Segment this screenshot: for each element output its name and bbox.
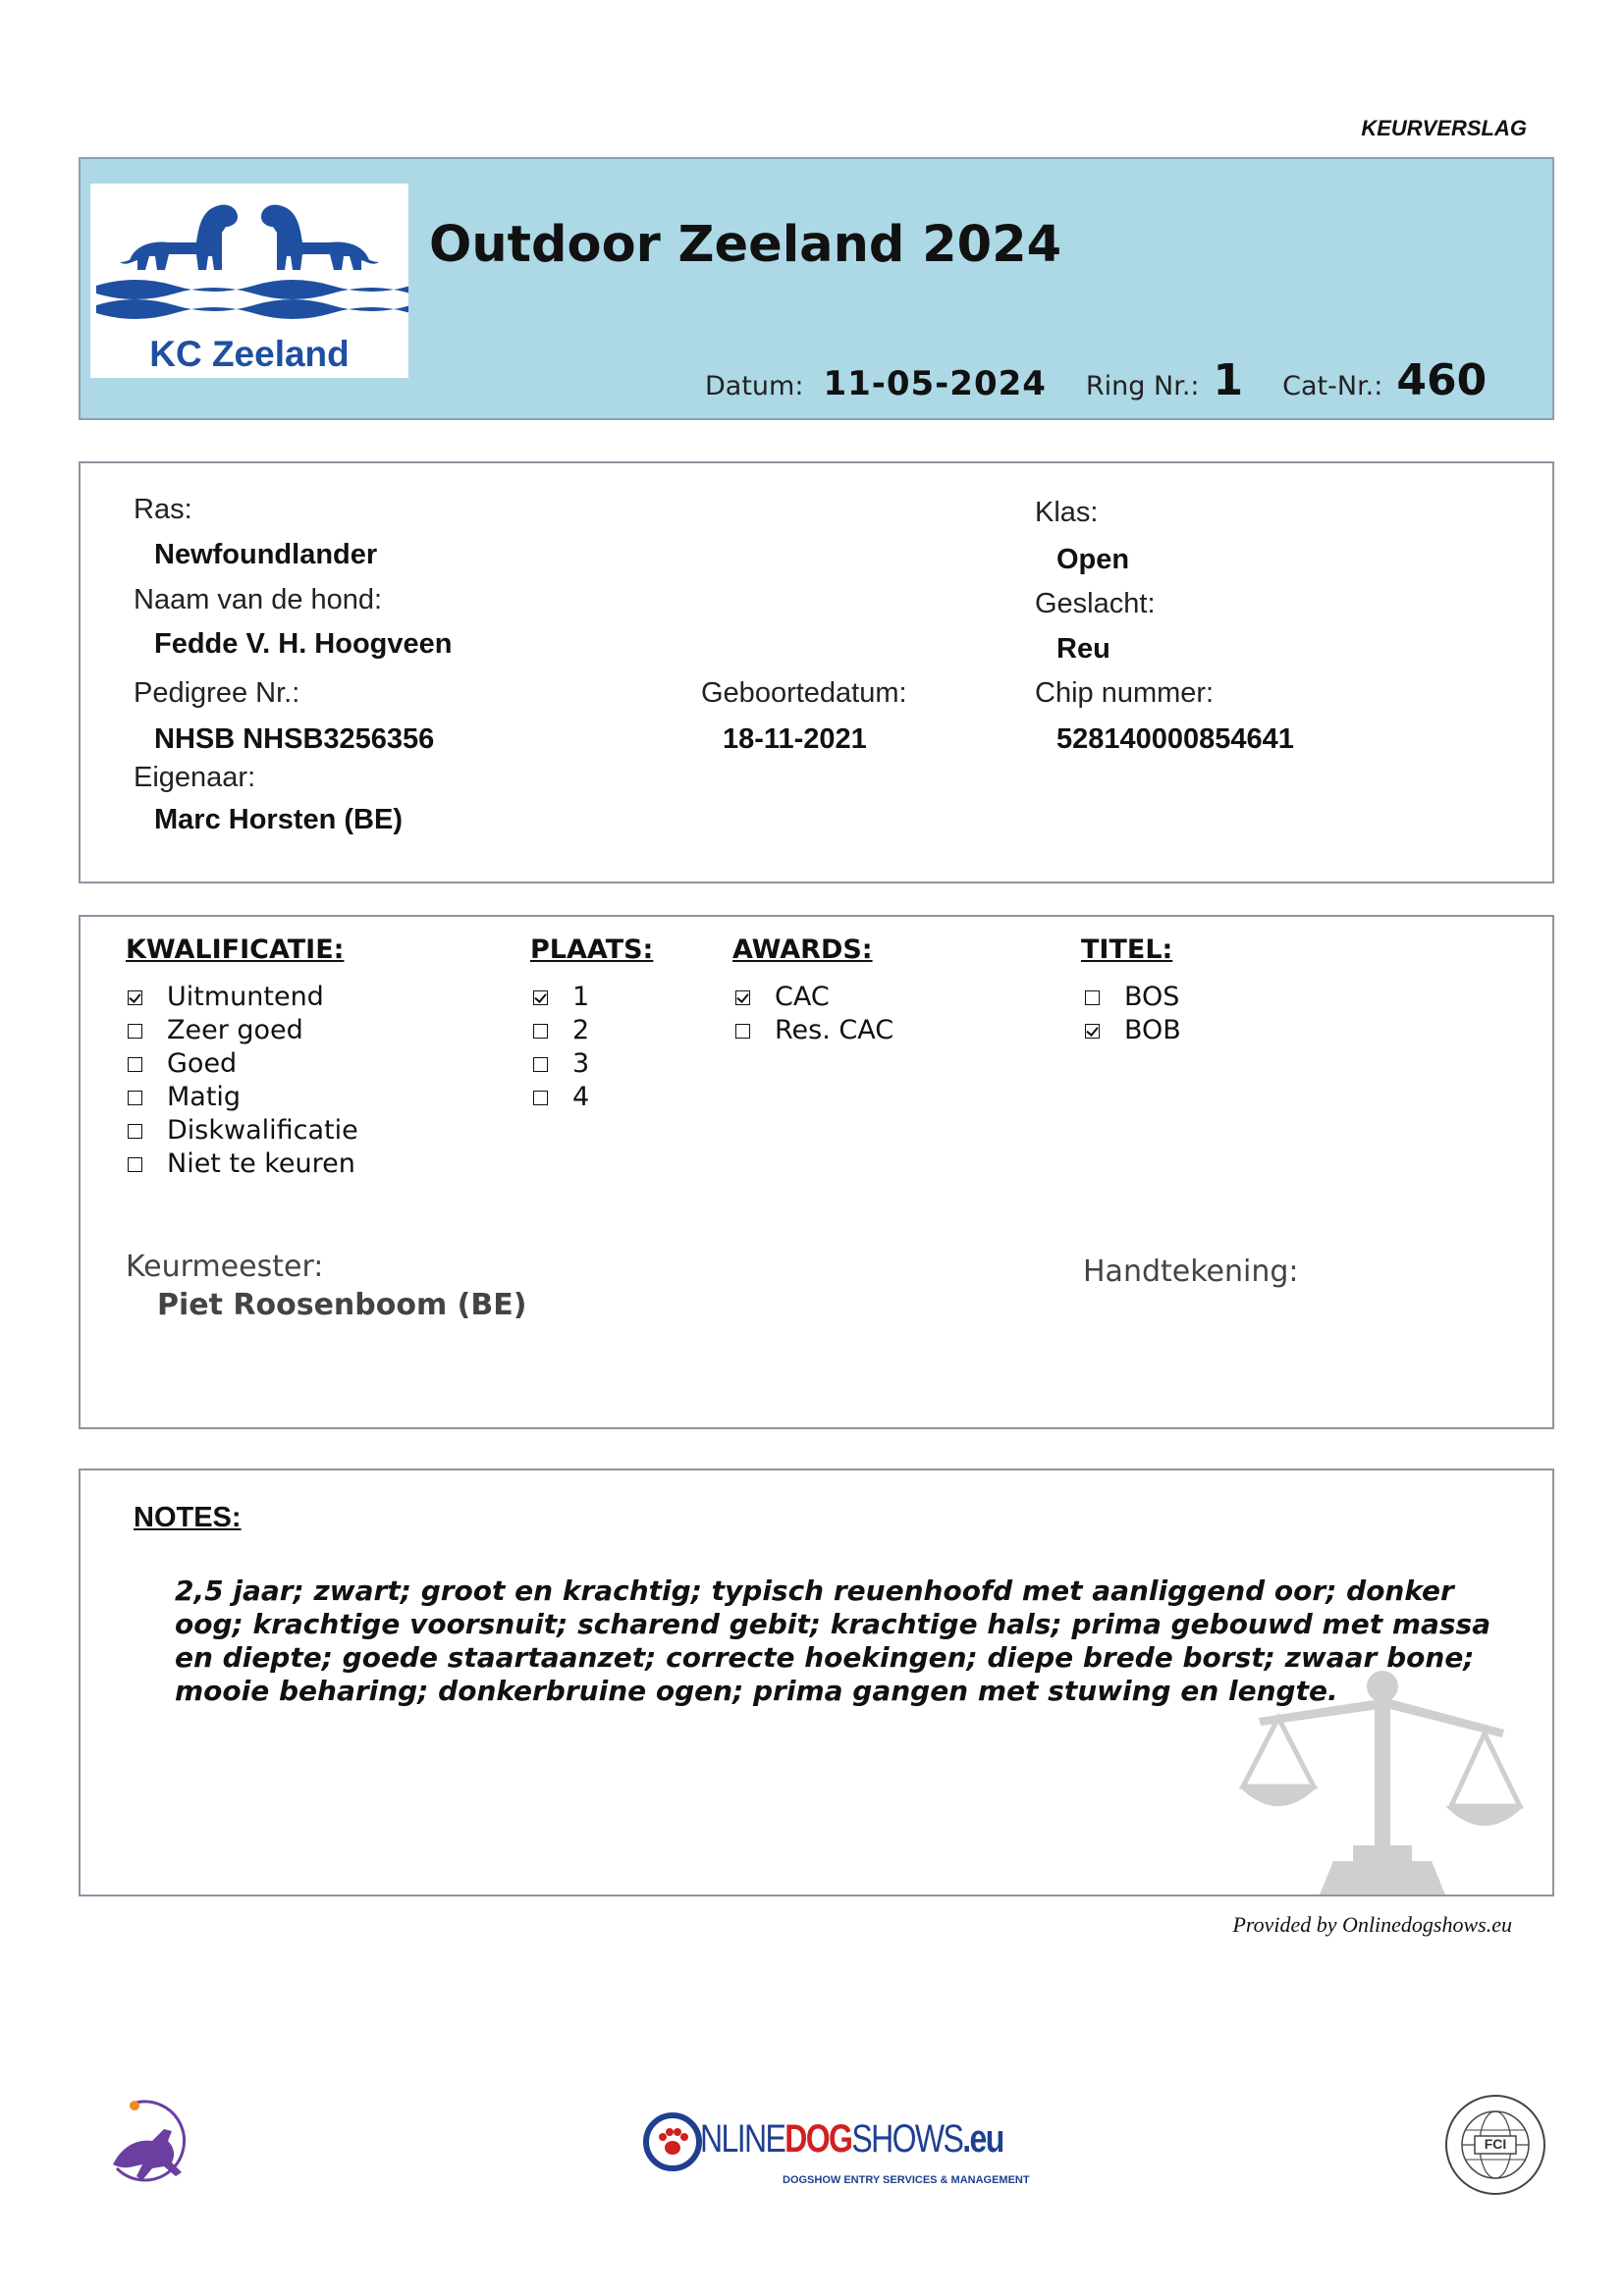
placement-option[interactable]: 4 xyxy=(533,1081,589,1114)
date-value: 11-05-2024 xyxy=(823,364,1047,403)
checkbox-icon[interactable] xyxy=(128,1157,142,1172)
checkbox-icon[interactable] xyxy=(533,1024,548,1039)
dog-name-value: Fedde V. H. Hoogveen xyxy=(154,628,453,660)
signature-label: Handtekening: xyxy=(1083,1255,1299,1289)
judge-notes xyxy=(175,1575,1510,1708)
checkbox-icon[interactable] xyxy=(128,1091,142,1105)
checkbox-checked-icon[interactable] xyxy=(735,990,750,1005)
pedigree-label: Pedigree Nr.: xyxy=(134,677,300,709)
show-meta-row xyxy=(705,355,1520,414)
awards-heading: AWARDS: xyxy=(732,934,873,965)
judge-name: Piet Roosenboom (BE) xyxy=(157,1288,527,1322)
pedigree-value: NHSB NHSB3256356 xyxy=(154,723,435,755)
owner-label: Eigenaar: xyxy=(134,762,256,793)
qualification-option[interactable]: Uitmuntend xyxy=(128,981,358,1014)
onlinedogshows-wordmark: NLINEDOGSHOWS.eu xyxy=(700,2117,1003,2161)
provided-by: Provided by Onlinedogshows.eu xyxy=(1232,1912,1512,1937)
checkbox-icon[interactable] xyxy=(735,1024,750,1039)
sex-label: Geslacht: xyxy=(1035,588,1156,619)
checkbox-icon[interactable] xyxy=(128,1124,142,1139)
onlinedogshows-tagline: DOGSHOW ENTRY SERVICES & MANAGEMENT xyxy=(783,2174,1030,2186)
fci-text: FCI xyxy=(1484,2136,1507,2152)
qualification-options xyxy=(128,981,358,1181)
placement-option[interactable]: 2 xyxy=(533,1014,589,1047)
birthdate-value: 18-11-2021 xyxy=(723,723,867,755)
qualification-option[interactable]: Goed xyxy=(128,1047,358,1081)
placement-options xyxy=(533,981,589,1114)
award-option[interactable]: CAC xyxy=(735,981,893,1014)
qualification-option[interactable]: Niet te keuren xyxy=(128,1148,358,1181)
placement-option[interactable]: 3 xyxy=(533,1047,589,1081)
checkbox-icon[interactable] xyxy=(128,1024,142,1039)
breed-label: Ras: xyxy=(134,494,192,525)
birthdate-label: Geboortedatum: xyxy=(701,677,907,709)
jumping-dog-icon xyxy=(103,2096,196,2189)
note-line: en diepte; goede staartaanzet; correcte hoekingen; diepe brede borst; zwaar bone; xyxy=(175,1641,1475,1674)
title-option[interactable]: BOS xyxy=(1085,981,1181,1014)
checkbox-checked-icon[interactable] xyxy=(533,990,548,1005)
checkbox-icon[interactable] xyxy=(1085,990,1100,1005)
document-type: KEURVERSLAG xyxy=(1361,116,1527,140)
class-value: Open xyxy=(1056,544,1130,575)
class-label: Klas: xyxy=(1035,497,1099,528)
awards-options xyxy=(735,981,893,1047)
owner-value: Marc Horsten (BE) xyxy=(154,804,403,835)
checkbox-checked-icon[interactable] xyxy=(1085,1024,1100,1039)
sex-value: Reu xyxy=(1056,633,1110,665)
qualification-heading: KWALIFICATIE: xyxy=(126,934,345,965)
qualification-option[interactable]: Matig xyxy=(128,1081,358,1114)
chip-label: Chip nummer: xyxy=(1035,677,1215,709)
show-title: Outdoor Zeeland 2024 xyxy=(429,216,1062,274)
club-name: KC Zeeland xyxy=(149,334,350,374)
qualification-option[interactable]: Zeer goed xyxy=(128,1014,358,1047)
dog-sport-logo xyxy=(103,2096,196,2189)
checkbox-checked-icon[interactable] xyxy=(128,990,142,1005)
title-heading: TITEL: xyxy=(1081,934,1173,965)
checkbox-icon[interactable] xyxy=(533,1057,548,1072)
note-line: 2,5 jaar; zwart; groot en krachtig; typisch reuenhoofd met aanliggend oor; donker xyxy=(175,1575,1454,1607)
cat-label: Cat-Nr.: xyxy=(1282,371,1383,401)
qualification-option[interactable]: Diskwalificatie xyxy=(128,1114,358,1148)
dog-name-label: Naam van de hond: xyxy=(134,584,383,615)
checkbox-icon[interactable] xyxy=(128,1057,142,1072)
cat-value: 460 xyxy=(1396,355,1488,405)
title-option[interactable]: BOB xyxy=(1085,1014,1181,1047)
note-line: oog; krachtige voorsnuit; scharend gebit; krachtige hals; prima gebouwd met massa xyxy=(175,1608,1491,1640)
note-line: mooie beharing; donkerbruine ogen; prima gangen met stuwing en lengte. xyxy=(175,1675,1338,1707)
date-label: Datum: xyxy=(705,371,804,401)
checkbox-icon[interactable] xyxy=(533,1091,548,1105)
placement-option[interactable]: 1 xyxy=(533,981,589,1014)
placement-heading: PLAATS: xyxy=(530,934,654,965)
notes-title: NOTES: xyxy=(134,1502,242,1533)
ring-label: Ring Nr.: xyxy=(1085,371,1200,401)
title-options xyxy=(1085,981,1181,1047)
chip-value: 528140000854641 xyxy=(1056,723,1294,755)
breed-value: Newfoundlander xyxy=(154,539,378,570)
judge-label: Keurmeester: xyxy=(126,1250,324,1284)
ring-value: 1 xyxy=(1213,355,1244,405)
award-option[interactable]: Res. CAC xyxy=(735,1014,893,1047)
